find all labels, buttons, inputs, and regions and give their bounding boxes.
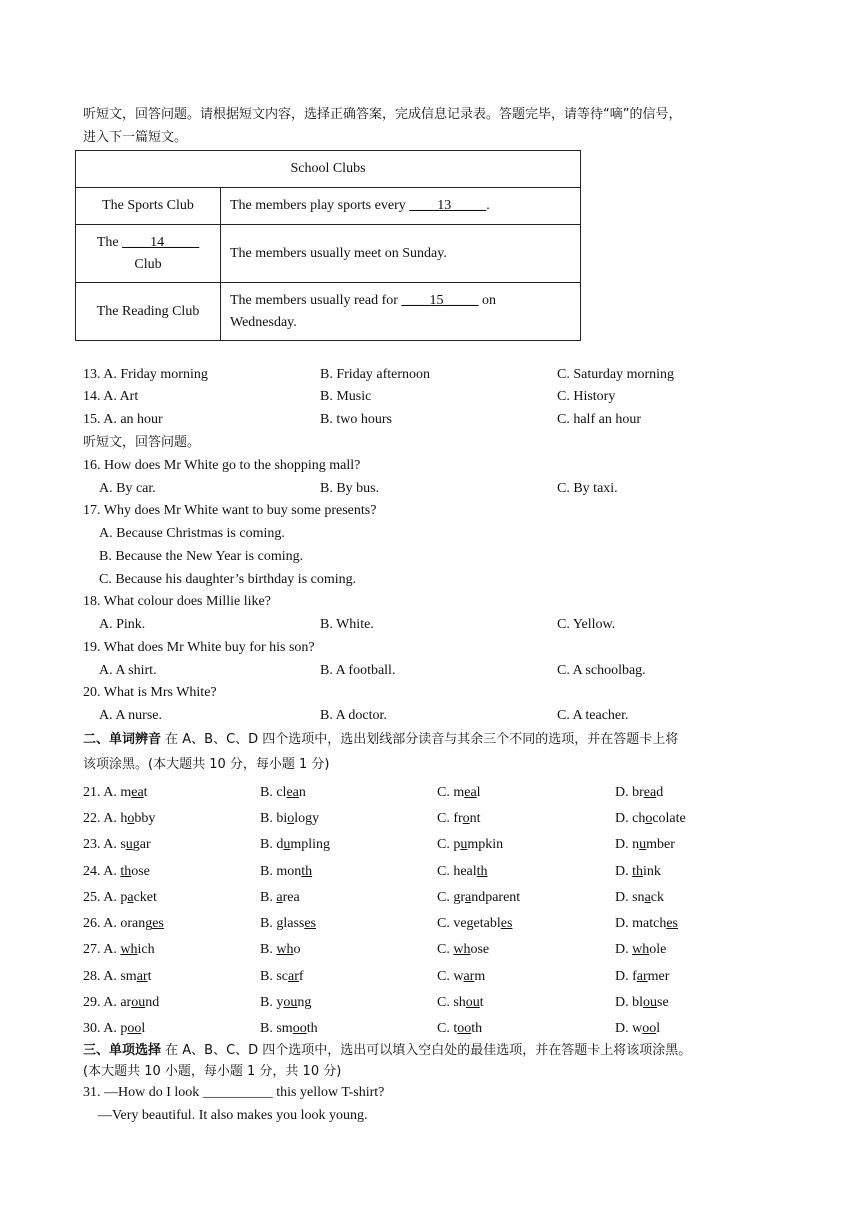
- option-c: [437, 941, 489, 959]
- option-c: [437, 915, 512, 933]
- phonics-question-25: [83, 889, 783, 907]
- listening-instruction-line2: 进入下一篇短文。: [83, 130, 188, 145]
- option-b: [260, 889, 300, 907]
- option-b: [260, 915, 316, 933]
- question-17-option-a: A. Because Christmas is coming.: [99, 526, 285, 541]
- word-suffix: t: [143, 785, 148, 800]
- option-c: [437, 836, 503, 854]
- underlined-letters: o: [645, 811, 653, 826]
- option-a: 15. A. an hour: [83, 412, 163, 427]
- listening-instruction-line1: 听短文，回答问题。请根据短文内容，选择正确答案，完成信息记录表。答题完毕，请等待“嘀”的信号，: [83, 107, 682, 122]
- phonics-question-29: [83, 994, 783, 1012]
- option-a: [83, 810, 155, 828]
- word-prefix: 23. A. s: [83, 837, 126, 852]
- option-d: [615, 941, 666, 959]
- phonics-question-22: [83, 810, 783, 828]
- word-prefix: D. w: [615, 1021, 643, 1036]
- table-title: School Clubs: [76, 151, 581, 188]
- word-suffix: ck: [650, 890, 664, 905]
- word-suffix: o: [293, 942, 301, 957]
- word-suffix: nd: [145, 995, 160, 1010]
- word-suffix: gar: [132, 837, 151, 852]
- question-18-text: 18. What colour does Millie like?: [83, 594, 271, 609]
- word-suffix: l: [476, 785, 481, 800]
- underlined-letters: ou: [283, 995, 298, 1010]
- option-a: [83, 863, 150, 881]
- option-a: A. A nurse.: [99, 708, 162, 723]
- section-3-desc-line2: (本大题共 10 小题，每小题 1 分，共 10 分): [83, 1064, 342, 1079]
- option-c: [437, 889, 520, 907]
- option-a: [83, 889, 157, 907]
- word-suffix: rea: [282, 890, 300, 905]
- club-14-cell: The ____14_____ Club: [76, 225, 221, 283]
- sports-club-desc: The members play sports every ____13_____.: [221, 188, 581, 225]
- section-2-desc-line2: 该项涂黑。(本大题共 10 分，每小题 1 分): [83, 757, 330, 772]
- question-13: [83, 366, 783, 384]
- option-b: [260, 941, 300, 959]
- option-b: [260, 836, 330, 854]
- option-c: [437, 863, 488, 881]
- question-16-options: [83, 480, 783, 498]
- word-prefix: B. glass: [260, 916, 305, 931]
- word-suffix: ose: [470, 942, 490, 957]
- underlined-letters: ar: [463, 969, 475, 984]
- underlined-letters: ea: [286, 785, 299, 800]
- reading-club-desc: The members usually read for ____15_____ on Wednesday.: [221, 283, 581, 341]
- underlined-letters: a: [644, 890, 651, 905]
- question-18-options: [83, 616, 783, 634]
- underlined-letters: u: [639, 837, 647, 852]
- question-17-option-c: C. Because his daughter’s birthday is coming.: [99, 572, 357, 587]
- option-a: [83, 941, 155, 959]
- underlined-letters: oo: [642, 1021, 657, 1036]
- underlined-letters: ea: [643, 785, 657, 800]
- phonics-question-26: [83, 915, 783, 933]
- option-d: [615, 863, 661, 881]
- option-d: [615, 994, 669, 1012]
- underlined-letters: oo: [292, 1021, 307, 1036]
- option-a: [83, 968, 151, 986]
- option-b: B. A doctor.: [320, 708, 387, 723]
- phonics-question-27: [83, 941, 783, 959]
- underlined-letters: ou: [643, 995, 657, 1010]
- word-prefix: 27. A.: [83, 942, 121, 957]
- word-suffix: mpling: [290, 837, 331, 852]
- word-prefix: D. bl: [615, 995, 643, 1010]
- underlined-letters: es: [152, 916, 164, 931]
- word-prefix: C. m: [437, 785, 465, 800]
- word-prefix: 29. A. ar: [83, 995, 132, 1010]
- underlined-letters: ou: [465, 995, 480, 1010]
- word-prefix: B. cl: [260, 785, 287, 800]
- word-prefix: D. f: [615, 969, 637, 984]
- underlined-letters: u: [460, 837, 468, 852]
- underlined-letters: u: [283, 837, 291, 852]
- club-14-desc: The members usually meet on Sunday.: [221, 225, 581, 283]
- option-b: B. White.: [320, 617, 374, 632]
- question-15: [83, 411, 783, 429]
- word-suffix: t: [479, 995, 484, 1010]
- underlined-letters: th: [476, 864, 488, 879]
- option-b: [260, 784, 306, 802]
- underlined-letters: ar: [136, 969, 148, 984]
- underlined-letters: ea: [131, 785, 144, 800]
- option-a: [83, 915, 164, 933]
- option-c: C. By taxi.: [557, 481, 618, 496]
- option-a: 14. A. Art: [83, 389, 139, 404]
- section-2-title: 二、单词辨音: [83, 732, 162, 747]
- option-a: A. By car.: [99, 481, 156, 496]
- word-prefix: B. y: [260, 995, 284, 1010]
- word-prefix: C. t: [437, 1021, 458, 1036]
- word-suffix: f: [298, 969, 304, 984]
- option-a: [83, 836, 151, 854]
- underlined-letters: a: [127, 890, 134, 905]
- word-suffix: ole: [649, 942, 667, 957]
- word-suffix: mpkin: [467, 837, 504, 852]
- word-suffix: se: [657, 995, 669, 1010]
- word-suffix: logy: [294, 811, 320, 826]
- word-prefix: 21. A. m: [83, 785, 132, 800]
- option-c: C. A teacher.: [557, 708, 629, 723]
- underlined-letters: ar: [288, 969, 299, 984]
- option-b: [260, 810, 319, 828]
- option-b: [260, 1020, 318, 1038]
- sports-club-cell: The Sports Club: [76, 188, 221, 225]
- option-d: [615, 968, 669, 986]
- underlined-letters: th: [632, 864, 644, 879]
- option-c: [437, 810, 481, 828]
- option-d: [615, 810, 686, 828]
- word-prefix: 28. A. sm: [83, 969, 137, 984]
- word-suffix: ich: [137, 942, 155, 957]
- word-prefix: B. bi: [260, 811, 288, 826]
- option-a: A. Pink.: [99, 617, 146, 632]
- option-b: B. Friday afternoon: [320, 367, 431, 382]
- option-c: C. Saturday morning: [557, 367, 675, 382]
- underlined-letters: ea: [464, 785, 477, 800]
- phonics-question-30: [83, 1020, 783, 1038]
- underlined-letters: o: [462, 811, 470, 826]
- word-suffix: nt: [469, 811, 481, 826]
- option-c: C. History: [557, 389, 616, 404]
- option-c: C. half an hour: [557, 412, 641, 427]
- word-prefix: C. w: [437, 969, 464, 984]
- underlined-letters: wh: [632, 942, 650, 957]
- underlined-letters: th: [120, 864, 132, 879]
- word-suffix: mer: [647, 969, 670, 984]
- underlined-letters: ar: [636, 969, 648, 984]
- underlined-letters: o: [127, 811, 135, 826]
- underlined-letters: u: [125, 837, 133, 852]
- word-prefix: D.: [615, 942, 633, 957]
- option-c: C. A schoolbag.: [557, 663, 646, 678]
- question-14: [83, 388, 783, 406]
- word-suffix: mber: [646, 837, 675, 852]
- word-prefix: C. gr: [437, 890, 465, 905]
- option-b: [260, 968, 304, 986]
- word-suffix: n: [298, 785, 306, 800]
- option-a: [83, 784, 148, 802]
- phonics-question-23: [83, 836, 783, 854]
- word-suffix: cket: [133, 890, 157, 905]
- word-prefix: B. d: [260, 837, 284, 852]
- word-prefix: B.: [260, 890, 277, 905]
- word-suffix: ose: [131, 864, 150, 879]
- word-suffix: ndparent: [471, 890, 521, 905]
- underlined-letters: a: [465, 890, 472, 905]
- option-a: A. A shirt.: [99, 663, 157, 678]
- underlined-letters: oo: [457, 1021, 472, 1036]
- word-suffix: colate: [652, 811, 686, 826]
- blank-14: ____14_____: [122, 234, 200, 250]
- word-prefix: 26. A. orang: [83, 916, 153, 931]
- underlined-letters: wh: [453, 942, 471, 957]
- option-b: [260, 863, 312, 881]
- word-prefix: C. fr: [437, 811, 463, 826]
- option-c: [437, 994, 484, 1012]
- underlined-letters: th: [301, 864, 313, 879]
- question-20-text: 20. What is Mrs White?: [83, 685, 217, 700]
- option-b: B. A football.: [320, 663, 396, 678]
- word-prefix: D.: [615, 864, 633, 879]
- underlined-letters: wh: [276, 942, 294, 957]
- option-b: B. By bus.: [320, 481, 380, 496]
- option-c: [437, 1020, 482, 1038]
- option-d: [615, 915, 678, 933]
- question-17-text: 17. Why does Mr White want to buy some presents?: [83, 503, 377, 518]
- underlined-letters: es: [500, 916, 513, 931]
- option-d: [615, 889, 664, 907]
- option-a: [83, 1020, 145, 1038]
- section-2-desc: 在 A、B、C、D 四个选项中，选出划线部分读音与其余三个不同的选项，并在答题卡上将: [161, 732, 679, 747]
- word-prefix: 25. A. p: [83, 890, 128, 905]
- option-b: [260, 994, 311, 1012]
- option-c: C. Yellow.: [557, 617, 616, 632]
- section-3-heading: [83, 1042, 691, 1060]
- section-3-desc: 在 A、B、C、D 四个选项中，选出可以填入空白处的最佳选项，并在答题卡上将该项涂黑。: [161, 1043, 692, 1058]
- word-prefix: D. br: [615, 785, 644, 800]
- word-suffix: m: [474, 969, 486, 984]
- section-2-heading: [83, 731, 678, 749]
- option-d: [615, 784, 663, 802]
- phonics-question-24: [83, 863, 783, 881]
- word-prefix: B.: [260, 942, 277, 957]
- question-31-response: —Very beautiful. It also makes you look young.: [98, 1108, 368, 1123]
- question-16-text: 16. How does Mr White go to the shopping mall?: [83, 458, 361, 473]
- option-c: [437, 784, 481, 802]
- school-clubs-table: [75, 150, 581, 341]
- word-suffix: d: [656, 785, 664, 800]
- option-a: [83, 994, 159, 1012]
- word-prefix: B. mon: [260, 864, 302, 879]
- reading-club-cell: The Reading Club: [76, 283, 221, 341]
- question-19-text: 19. What does Mr White buy for his son?: [83, 640, 315, 655]
- option-c: [437, 968, 485, 986]
- word-prefix: 30. A. p: [83, 1021, 128, 1036]
- word-suffix: ng: [297, 995, 312, 1010]
- blank-15: ____15_____: [401, 292, 479, 308]
- underlined-letters: wh: [120, 942, 138, 957]
- option-d: [615, 836, 675, 854]
- underlined-letters: es: [666, 916, 678, 931]
- word-prefix: B. sm: [260, 1021, 293, 1036]
- phonics-question-28: [83, 968, 783, 986]
- option-b: B. Music: [320, 389, 372, 404]
- word-prefix: D. ch: [615, 811, 646, 826]
- word-suffix: ink: [643, 864, 661, 879]
- word-prefix: 24. A.: [83, 864, 121, 879]
- blank-13: ____13_____: [409, 198, 487, 213]
- word-suffix: bby: [134, 811, 156, 826]
- option-a: 13. A. Friday morning: [83, 367, 208, 382]
- question-20-options: [83, 707, 783, 725]
- option-b: B. two hours: [320, 412, 392, 427]
- word-suffix: t: [147, 969, 152, 984]
- underlined-letters: o: [287, 811, 295, 826]
- option-d: [615, 1020, 660, 1038]
- word-prefix: D. n: [615, 837, 640, 852]
- underlined-letters: oo: [127, 1021, 142, 1036]
- word-prefix: D. sn: [615, 890, 645, 905]
- word-prefix: 22. A. h: [83, 811, 128, 826]
- listening-instruction-2: 听短文，回答问题。: [83, 435, 201, 450]
- word-suffix: l: [656, 1021, 661, 1036]
- section-3-title: 三、单项选择: [83, 1043, 162, 1058]
- question-19-options: [83, 662, 783, 680]
- word-prefix: C.: [437, 942, 454, 957]
- word-prefix: C. vegetabl: [437, 916, 501, 931]
- question-17-option-b: B. Because the New Year is coming.: [99, 549, 304, 564]
- question-31-text: 31. —How do I look __________ this yellow T-shirt?: [83, 1085, 385, 1100]
- underlined-letters: ou: [131, 995, 146, 1010]
- word-prefix: C. p: [437, 837, 461, 852]
- word-suffix: th: [306, 1021, 318, 1036]
- word-suffix: th: [471, 1021, 483, 1036]
- word-prefix: C. heal: [437, 864, 477, 879]
- word-suffix: l: [141, 1021, 146, 1036]
- underlined-letters: es: [304, 916, 317, 931]
- word-prefix: D. match: [615, 916, 667, 931]
- word-prefix: B. sc: [260, 969, 288, 984]
- word-prefix: C. sh: [437, 995, 466, 1010]
- underlined-letters: a: [276, 890, 283, 905]
- phonics-question-21: [83, 784, 783, 802]
